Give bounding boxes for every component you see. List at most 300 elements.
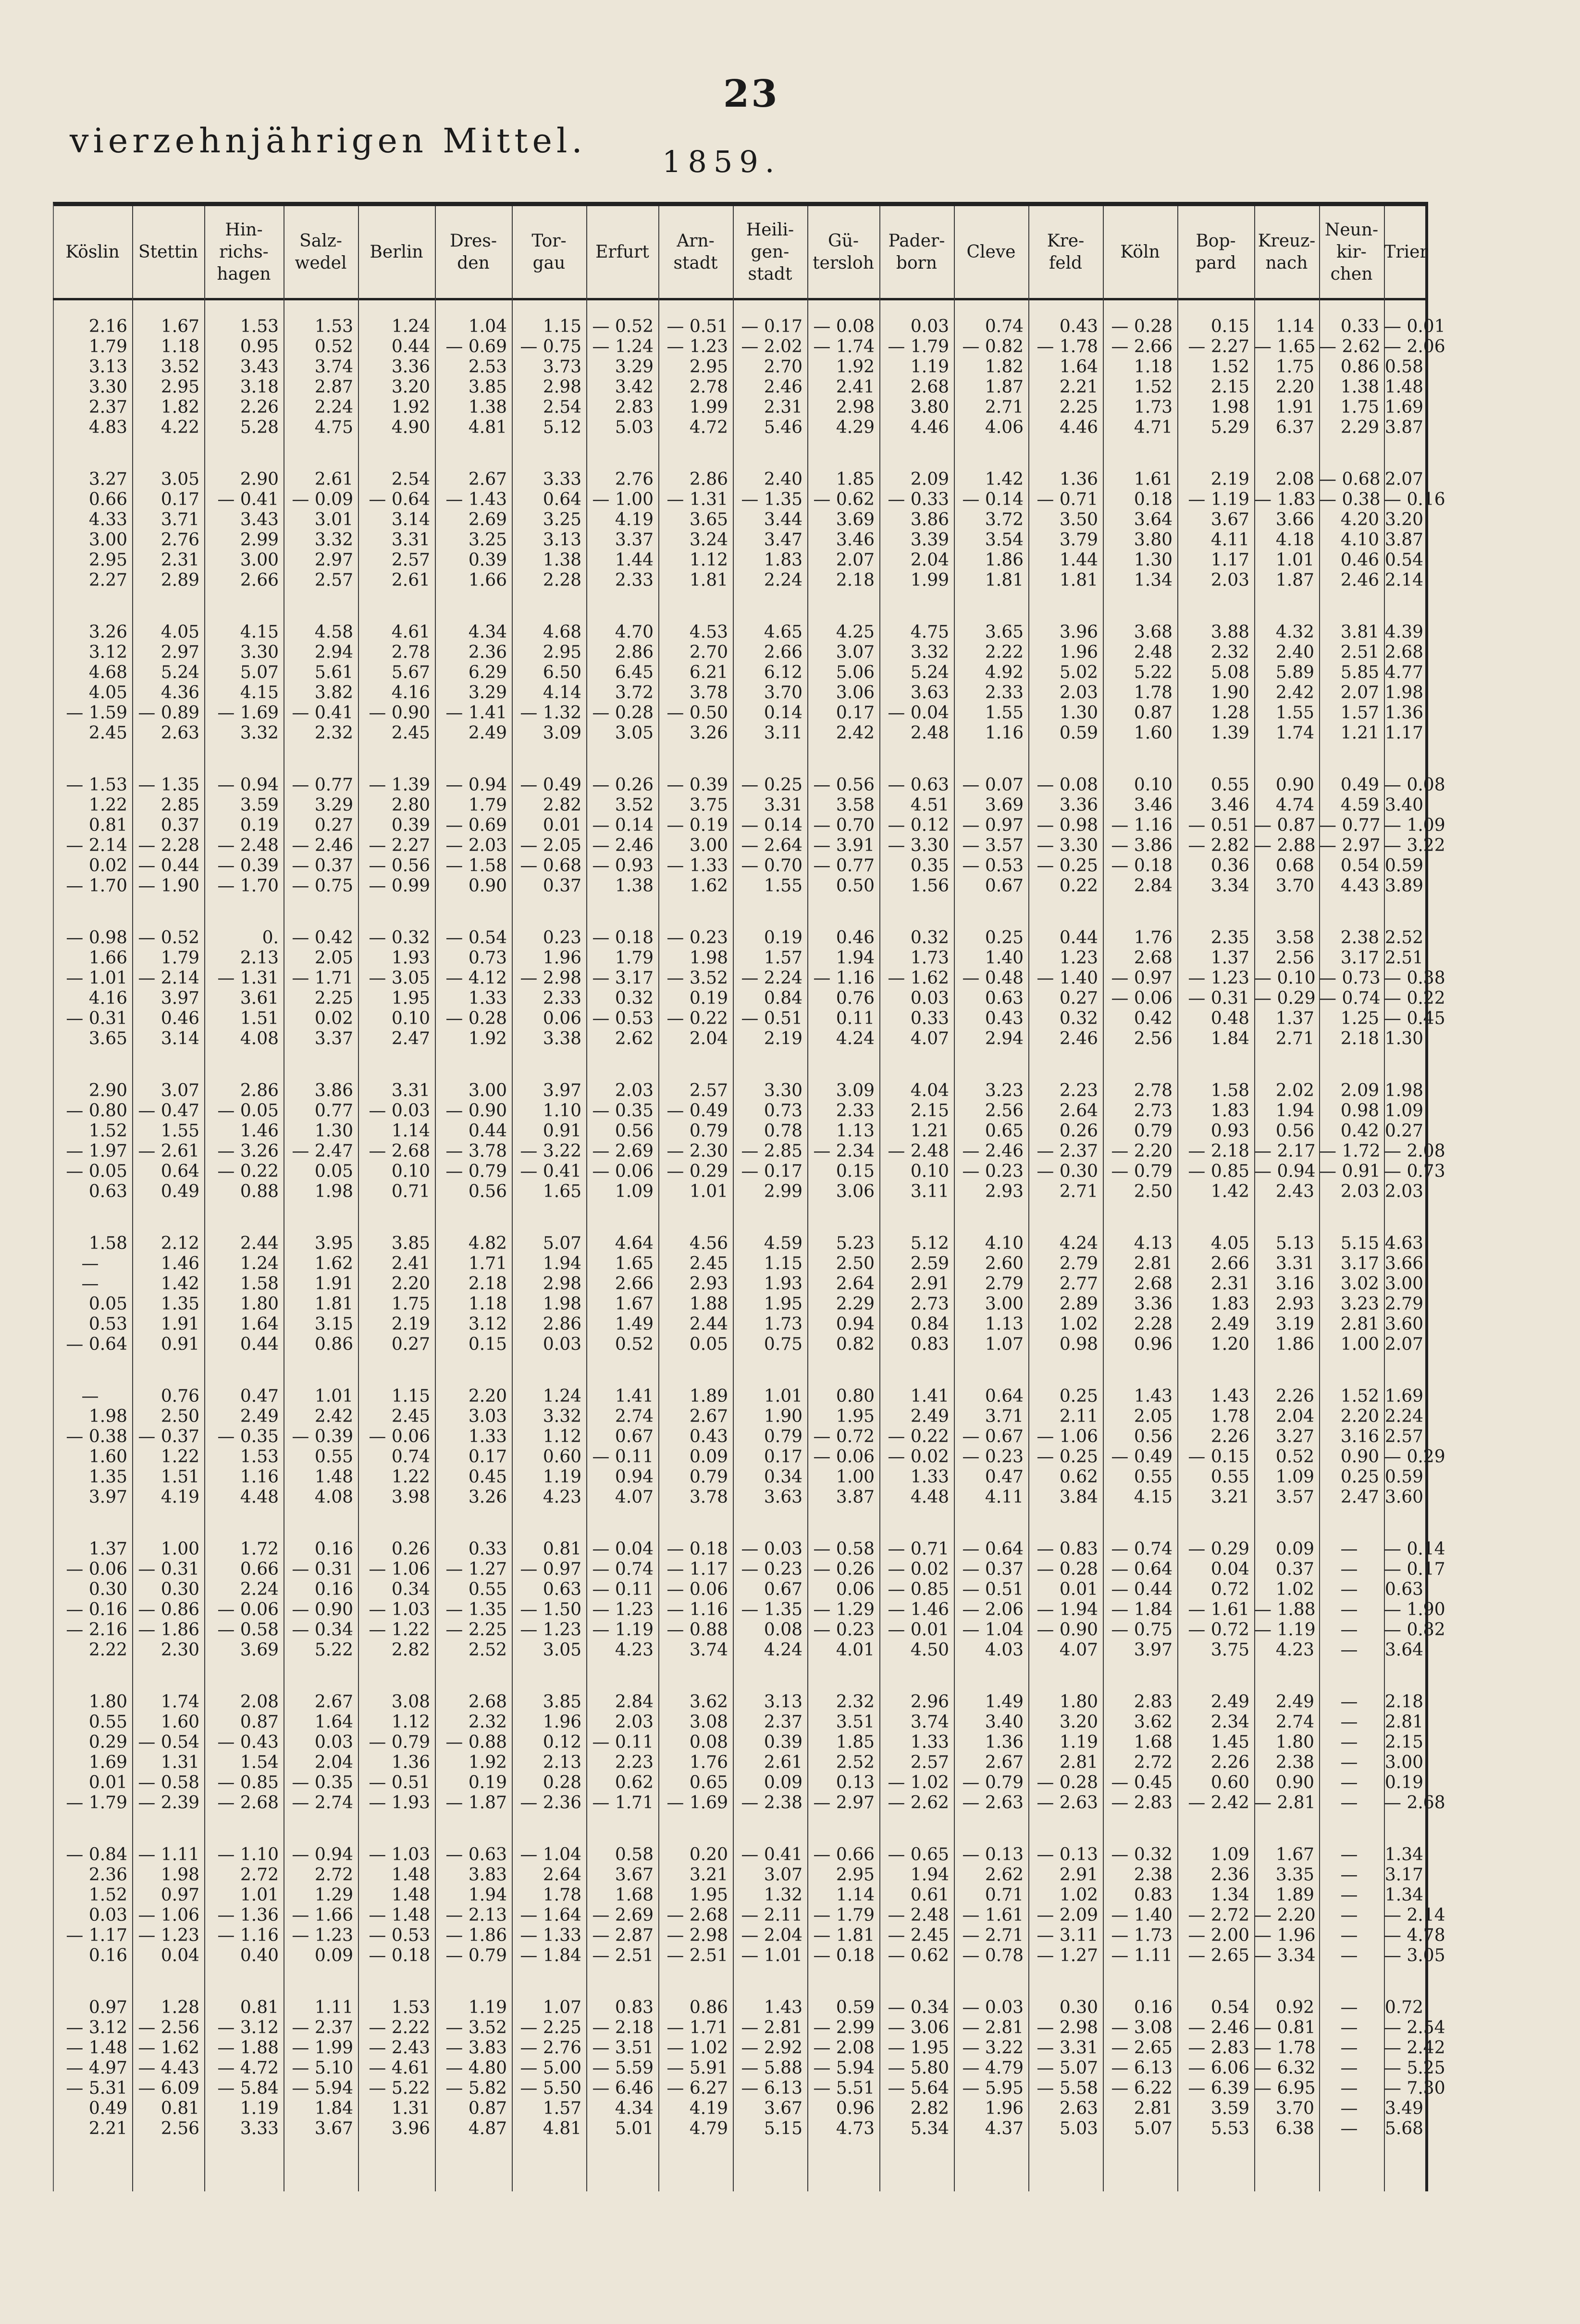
table-cell: 2.09 xyxy=(910,470,949,489)
table-cell: 1.19 xyxy=(240,2099,279,2118)
table-cell: 0.55 xyxy=(468,1580,507,1599)
table-cell: 3.74 xyxy=(689,1640,728,1660)
table-cell: 1.93 xyxy=(391,948,430,968)
table-cell: 5.24 xyxy=(910,663,949,682)
table-cell: — 3.57 xyxy=(962,836,1024,855)
table-cell: 2.67 xyxy=(985,1753,1024,1772)
table-cell: 0.32 xyxy=(910,928,949,948)
table-cell: 2.97 xyxy=(160,643,199,662)
table-cell: 1.65 xyxy=(615,1254,654,1273)
table-cell: 1.91 xyxy=(314,1274,353,1294)
table-cell: — xyxy=(1340,2119,1358,2139)
table-cell: 0.16 xyxy=(1134,1998,1173,2017)
table-cell: 3.75 xyxy=(1210,1640,1249,1660)
table-cell: 3.16 xyxy=(1275,1274,1314,1294)
table-cell: 1.30 xyxy=(1059,703,1098,723)
table-cell: 0.26 xyxy=(391,1539,430,1559)
table-cell: 5.85 xyxy=(1340,663,1379,682)
table-cell: 3.32 xyxy=(543,1407,581,1426)
table-cell: 5.29 xyxy=(1210,418,1249,437)
table-cell: 3.03 xyxy=(468,1407,507,1426)
table-cell: 2.13 xyxy=(240,948,279,968)
table-cell: 2.81 xyxy=(1134,1254,1173,1273)
table-cell: 1.22 xyxy=(160,1447,199,1467)
table-cell: 4.72 xyxy=(689,418,728,437)
table-cell: 3.65 xyxy=(689,510,728,530)
table-cell: — 1.11 xyxy=(1111,1946,1173,1966)
table-cell: 0.50 xyxy=(836,876,875,896)
table-cell: — 2.83 xyxy=(1188,2038,1249,2058)
table-cell: — 0.05 xyxy=(66,1162,127,1181)
table-cell: — 3.91 xyxy=(813,836,875,855)
table-cell: 2.11 xyxy=(1059,1407,1098,1426)
table-cell: 0.34 xyxy=(391,1580,430,1599)
table-cell: 1.36 xyxy=(1059,470,1098,489)
table-cell: 0.64 xyxy=(543,490,581,509)
table-cell: — 0.86 xyxy=(138,1600,199,1619)
table-cell: 2.03 xyxy=(1210,570,1249,590)
table-cell: — 3.12 xyxy=(217,2018,279,2038)
table-cell: 1.96 xyxy=(543,1712,581,1732)
table-cell: — xyxy=(1340,1539,1358,1559)
table-cell: — 0.62 xyxy=(888,1946,949,1966)
table-cell: 2.21 xyxy=(88,2119,127,2139)
table-cell: — 1.39 xyxy=(369,775,430,795)
table-cell: — 0.88 xyxy=(667,1620,728,1640)
table-cell: 3.13 xyxy=(543,530,581,550)
table-cell: 3.64 xyxy=(1134,510,1173,530)
table-cell: — xyxy=(1340,1926,1358,1945)
table-cell: — 1.53 xyxy=(66,775,127,795)
table-cell: 3.00 xyxy=(88,530,127,550)
table-cell: 0.03 xyxy=(543,1335,581,1354)
table-cell: 4.34 xyxy=(615,2099,654,2118)
table-cell: 0.72 xyxy=(1384,1998,1423,2017)
table-cell: 0.49 xyxy=(88,2099,127,2118)
table-cell: 4.90 xyxy=(391,418,430,437)
table-cell: 4.11 xyxy=(985,1487,1024,1507)
table-cell: 3.81 xyxy=(1340,622,1379,642)
table-cell: — 2.24 xyxy=(741,968,802,988)
table-cell: 2.14 xyxy=(1384,570,1423,590)
table-cell: — 0.19 xyxy=(667,816,728,835)
column-header: Stettin xyxy=(138,242,198,262)
table-cell: — 0.37 xyxy=(962,1559,1024,1579)
table-cell: 1.36 xyxy=(1384,703,1423,723)
table-cell: — 1.40 xyxy=(1111,1905,1173,1925)
table-cell: — 1.19 xyxy=(1188,490,1249,509)
table-cell: 1.85 xyxy=(836,470,875,489)
table-cell: 3.95 xyxy=(314,1234,353,1253)
table-cell: 3.00 xyxy=(240,550,279,570)
table-cell: 0.88 xyxy=(240,1182,279,1201)
table-cell: 2.73 xyxy=(910,1294,949,1314)
table-cell: 2.32 xyxy=(468,1712,507,1732)
table-cell: — 4.80 xyxy=(445,2058,507,2078)
table-cell: 3.20 xyxy=(1384,510,1423,530)
table-cell: — 0.14 xyxy=(962,490,1024,509)
table-cell: — 0.08 xyxy=(813,317,875,336)
table-cell: — 1.48 xyxy=(369,1905,430,1925)
table-cell: 1.92 xyxy=(836,357,875,377)
table-cell: — 0.87 xyxy=(1254,816,1316,835)
table-cell: 0.64 xyxy=(160,1162,199,1181)
table-cell: 0.04 xyxy=(160,1946,199,1966)
table-cell: — 0.31 xyxy=(1188,989,1249,1008)
table-cell: 0.55 xyxy=(1210,775,1249,795)
table-cell: — 2.62 xyxy=(888,1793,949,1813)
table-cell: — 0.02 xyxy=(888,1559,949,1579)
table-cell: — 0.53 xyxy=(369,1926,430,1945)
table-cell: 3.30 xyxy=(240,643,279,662)
table-cell: — 2.72 xyxy=(1188,1905,1249,1925)
table-cell: — 1.86 xyxy=(138,1620,199,1640)
table-cell: 2.08 xyxy=(1275,470,1314,489)
table-cell: — 0.69 xyxy=(445,816,507,835)
table-cell: 3.52 xyxy=(160,357,199,377)
table-cell: 1.07 xyxy=(543,1998,581,2017)
table-cell: 1.49 xyxy=(985,1692,1024,1712)
table-cell: — 1.88 xyxy=(217,2038,279,2058)
table-cell: 0.74 xyxy=(985,317,1024,336)
column-header: Cleve xyxy=(966,242,1016,262)
table-cell: 0.62 xyxy=(1059,1467,1098,1487)
table-cell: 1.29 xyxy=(314,1885,353,1905)
table-cell: 0.09 xyxy=(764,1773,802,1792)
table-cell: — 1.16 xyxy=(813,968,875,988)
table-cell: — 0.79 xyxy=(1111,1162,1173,1181)
table-cell: — 2.02 xyxy=(741,337,802,357)
table-cell: — 0.11 xyxy=(592,1447,654,1467)
table-cell: — 2.48 xyxy=(888,1141,949,1161)
table-cell: 1.83 xyxy=(764,550,802,570)
table-cell: — 1.79 xyxy=(66,1793,127,1813)
table-cell: — 0.06 xyxy=(667,1580,728,1599)
table-cell: 0.84 xyxy=(764,989,802,1008)
table-cell: 3.35 xyxy=(1275,1865,1314,1885)
table-cell: 0.35 xyxy=(910,856,949,876)
table-cell: — 0.16 xyxy=(66,1600,127,1619)
table-cell: 1.10 xyxy=(543,1101,581,1121)
table-cell: — 7.30 xyxy=(1384,2078,1445,2098)
table-cell: 0.08 xyxy=(764,1620,802,1640)
table-cell: 4.07 xyxy=(1059,1640,1098,1660)
table-cell: 1.14 xyxy=(391,1121,430,1141)
table-cell: 1.40 xyxy=(985,948,1024,968)
table-cell: 4.07 xyxy=(910,1029,949,1049)
table-cell: 3.66 xyxy=(1384,1254,1423,1273)
table-cell: 1.88 xyxy=(689,1294,728,1314)
table-cell: — 0.47 xyxy=(138,1101,199,1121)
table-cell: 1.01 xyxy=(1275,550,1314,570)
table-cell: 1.09 xyxy=(1275,1467,1314,1487)
table-cell: 0.25 xyxy=(985,928,1024,948)
table-cell: 5.07 xyxy=(543,1234,581,1253)
table-cell: 2.76 xyxy=(160,530,199,550)
table-cell: — 0.06 xyxy=(1111,989,1173,1008)
table-cell: 3.21 xyxy=(1210,1487,1249,1507)
table-cell: 1.38 xyxy=(543,550,581,570)
table-cell: 0.16 xyxy=(314,1580,353,1599)
table-cell: 1.24 xyxy=(391,317,430,336)
table-cell: — 1.62 xyxy=(888,968,949,988)
table-cell: 4.71 xyxy=(1134,418,1173,437)
table-cell: 2.04 xyxy=(1275,1407,1314,1426)
column-header: Berlin xyxy=(370,242,423,262)
table-cell: 1.16 xyxy=(985,723,1024,743)
table-cell: — 0.34 xyxy=(292,1620,353,1640)
table-cell: — xyxy=(1340,1905,1358,1925)
table-cell: — 2.46 xyxy=(292,836,353,855)
table-cell: 2.50 xyxy=(836,1254,875,1273)
table-cell: — 0.08 xyxy=(1384,775,1445,795)
table-cell: — 0.23 xyxy=(962,1162,1024,1181)
table-cell: 0.98 xyxy=(1340,1101,1379,1121)
table-cell: — 5.91 xyxy=(667,2058,728,2078)
table-cell: 2.42 xyxy=(1275,683,1314,703)
table-cell: 1.90 xyxy=(1210,683,1249,703)
table-cell: 1.78 xyxy=(543,1885,581,1905)
table-cell: 2.95 xyxy=(88,550,127,570)
table-cell: 4.23 xyxy=(615,1640,654,1660)
table-cell: 4.75 xyxy=(314,418,353,437)
table-cell: 3.30 xyxy=(764,1081,802,1100)
table-cell: 2.19 xyxy=(764,1029,802,1049)
table-cell: 2.16 xyxy=(88,317,127,336)
table-cell: 1.64 xyxy=(1059,357,1098,377)
table-cell: — 1.16 xyxy=(217,1926,279,1945)
table-cell: 2.20 xyxy=(391,1274,430,1294)
table-cell: 3.80 xyxy=(1134,530,1173,550)
table-cell: 1.64 xyxy=(314,1712,353,1732)
table-cell: — 0.71 xyxy=(888,1539,949,1559)
table-cell: — 0.97 xyxy=(1111,968,1173,988)
table-cell: 2.30 xyxy=(160,1640,199,1660)
table-cell: 1.15 xyxy=(543,317,581,336)
table-cell: 1.48 xyxy=(391,1885,430,1905)
table-cell: 0.67 xyxy=(764,1580,802,1599)
table-cell: 1.09 xyxy=(1210,1845,1249,1865)
table-cell: — 0.85 xyxy=(888,1580,949,1599)
table-cell: 1.09 xyxy=(615,1182,654,1201)
table-cell: 1.23 xyxy=(1059,948,1098,968)
table-cell: 2.82 xyxy=(910,2099,949,2118)
table-cell: 0.76 xyxy=(160,1386,199,1406)
table-cell: 2.48 xyxy=(1134,643,1173,662)
table-cell: 3.96 xyxy=(391,2119,430,2139)
table-cell: 2.79 xyxy=(1059,1254,1098,1273)
table-cell: 0.06 xyxy=(543,1009,581,1028)
table-cell: — 2.27 xyxy=(369,836,430,855)
table-cell: 0.79 xyxy=(689,1121,728,1141)
table-cell: 0.10 xyxy=(391,1162,430,1181)
table-cell: 0.94 xyxy=(615,1467,654,1487)
table-cell: 3.71 xyxy=(160,510,199,530)
table-cell: 5.02 xyxy=(1059,663,1098,682)
table-cell: — 1.46 xyxy=(888,1600,949,1619)
table-cell: 5.28 xyxy=(240,418,279,437)
table-cell: 2.68 xyxy=(1134,1274,1173,1294)
table-cell: 1.14 xyxy=(836,1885,875,1905)
table-cell: — 0.38 xyxy=(1384,968,1445,988)
table-cell: 2.19 xyxy=(391,1314,430,1334)
table-cell: 1.32 xyxy=(764,1885,802,1905)
table-cell: 3.17 xyxy=(1340,948,1379,968)
table-cell: 3.25 xyxy=(543,510,581,530)
table-cell: 1.18 xyxy=(1134,357,1173,377)
table-cell: 4.36 xyxy=(160,683,199,703)
table-cell: 3.11 xyxy=(764,723,802,743)
table-cell: 2.49 xyxy=(240,1407,279,1426)
table-cell: — 5.95 xyxy=(962,2078,1024,2098)
table-cell: 2.33 xyxy=(543,989,581,1008)
table-cell: — 1.23 xyxy=(520,1620,581,1640)
table-cell: 0.67 xyxy=(985,876,1024,896)
table-cell: 2.76 xyxy=(615,470,654,489)
table-cell: — 2.04 xyxy=(741,1926,802,1945)
table-cell: 1.12 xyxy=(689,550,728,570)
table-cell: 0.58 xyxy=(615,1845,654,1865)
table-cell: 6.37 xyxy=(1275,418,1314,437)
table-cell: — 0.18 xyxy=(592,928,654,948)
table-cell: — 3.12 xyxy=(66,2018,127,2038)
table-cell: — 2.37 xyxy=(292,2018,353,2038)
table-cell: — 0.72 xyxy=(1188,1620,1249,1640)
table-cell: 3.75 xyxy=(689,795,728,815)
table-cell: 2.26 xyxy=(1210,1753,1249,1772)
table-cell: 3.31 xyxy=(391,1081,430,1100)
table-cell: — 3.78 xyxy=(445,1141,507,1161)
table-cell: 1.81 xyxy=(314,1294,353,1314)
table-cell: 1.98 xyxy=(543,1294,581,1314)
table-cell: 1.60 xyxy=(1134,723,1173,743)
table-cell: — 1.84 xyxy=(520,1946,581,1966)
table-cell: — 0.12 xyxy=(888,816,949,835)
table-cell: — 0.39 xyxy=(292,1427,353,1446)
table-cell: 3.87 xyxy=(836,1487,875,1507)
table-cell: 0.61 xyxy=(910,1885,949,1905)
table-cell: — 6.27 xyxy=(667,2078,728,2098)
table-cell: — xyxy=(81,1274,99,1294)
table-cell: 4.14 xyxy=(543,683,581,703)
table-cell: 2.37 xyxy=(88,397,127,417)
table-cell: — xyxy=(1340,1793,1358,1813)
table-cell: 0.76 xyxy=(836,989,875,1008)
table-cell: 0.16 xyxy=(88,1946,127,1966)
table-cell: 3.02 xyxy=(1340,1274,1379,1294)
table-cell: — 0.25 xyxy=(741,775,802,795)
table-cell: 2.08 xyxy=(240,1692,279,1712)
table-cell: 2.99 xyxy=(240,530,279,550)
table-cell: 2.67 xyxy=(314,1692,353,1712)
table-cell: 1.34 xyxy=(1134,570,1173,590)
table-cell: 2.49 xyxy=(1210,1314,1249,1334)
table-cell: 1.69 xyxy=(88,1753,127,1772)
table-cell: — 3.52 xyxy=(445,2018,507,2038)
table-cell: 3.00 xyxy=(468,1081,507,1100)
table-cell: 2.79 xyxy=(985,1274,1024,1294)
table-cell: 3.31 xyxy=(1275,1254,1314,1273)
table-cell: 1.38 xyxy=(468,397,507,417)
table-cell: 1.31 xyxy=(160,1753,199,1772)
table-cell: 2.89 xyxy=(160,570,199,590)
table-cell: — 0.03 xyxy=(962,1998,1024,2017)
table-cell: — 0.23 xyxy=(962,1447,1024,1467)
table-cell: 4.87 xyxy=(468,2119,507,2139)
table-cell: 0.01 xyxy=(1059,1580,1098,1599)
table-cell: — 6.13 xyxy=(741,2078,802,2098)
table-cell: — xyxy=(1340,1773,1358,1792)
table-cell: 2.33 xyxy=(836,1101,875,1121)
table-cell: 2.45 xyxy=(689,1254,728,1273)
table-cell: 2.24 xyxy=(764,570,802,590)
table-cell: 3.43 xyxy=(240,357,279,377)
table-cell: 0.59 xyxy=(836,1998,875,2017)
table-cell: 4.15 xyxy=(240,622,279,642)
table-cell: 1.30 xyxy=(1384,1029,1423,1049)
table-cell: 1.46 xyxy=(160,1254,199,1273)
table-cell: 2.35 xyxy=(1210,928,1249,948)
table-cell: 0.96 xyxy=(836,2099,875,2118)
table-cell: 3.29 xyxy=(314,795,353,815)
table-cell: 2.81 xyxy=(1134,2099,1173,2118)
table-cell: 3.67 xyxy=(615,1865,654,1885)
table-cell: 2.60 xyxy=(985,1254,1024,1273)
table-cell: — 0.35 xyxy=(217,1427,279,1446)
table-cell: — 1.61 xyxy=(962,1905,1024,1925)
table-cell: 0.28 xyxy=(543,1773,581,1792)
table-cell: 3.38 xyxy=(543,1029,581,1049)
table-cell: 0.63 xyxy=(88,1182,127,1201)
table-cell: 0.14 xyxy=(764,703,802,723)
table-cell: — 0.90 xyxy=(445,1101,507,1121)
table-cell: 3.09 xyxy=(543,723,581,743)
table-cell: 1.37 xyxy=(88,1539,127,1559)
table-cell: — 1.71 xyxy=(667,2018,728,2038)
table-cell: 1.19 xyxy=(1059,1732,1098,1752)
table-cell: 1.52 xyxy=(1134,377,1173,397)
table-cell: 3.69 xyxy=(240,1640,279,1660)
table-cell: 2.49 xyxy=(910,1407,949,1426)
table-cell: 5.46 xyxy=(764,418,802,437)
table-cell: — 5.64 xyxy=(888,2078,949,2098)
table-cell: 2.50 xyxy=(1134,1182,1173,1201)
table-cell: 3.67 xyxy=(1210,510,1249,530)
table-cell: 2.66 xyxy=(240,570,279,590)
table-cell: 1.41 xyxy=(910,1386,949,1406)
table-cell: — 1.35 xyxy=(741,1600,802,1619)
table-cell: 0.84 xyxy=(910,1314,949,1334)
table-cell: — 3.52 xyxy=(667,968,728,988)
table-cell: — 2.14 xyxy=(66,836,127,855)
table-cell: 0.33 xyxy=(1340,317,1379,336)
table-cell: 2.80 xyxy=(391,795,430,815)
table-cell: 3.20 xyxy=(1059,1712,1098,1732)
table-cell: 1.22 xyxy=(88,795,127,815)
table-cell: 2.71 xyxy=(985,397,1024,417)
table-cell: 2.77 xyxy=(1059,1274,1098,1294)
table-cell: — 1.65 xyxy=(1254,337,1316,357)
table-cell: 3.08 xyxy=(391,1692,430,1712)
table-cell: 0.90 xyxy=(1275,1773,1314,1792)
table-cell: 4.65 xyxy=(764,622,802,642)
table-cell: — 1.24 xyxy=(592,337,654,357)
table-cell: — 0.69 xyxy=(445,337,507,357)
table-cell: — 0.17 xyxy=(1384,1559,1445,1579)
table-cell: 2.07 xyxy=(1384,470,1423,489)
table-cell: 3.70 xyxy=(1275,2099,1314,2118)
table-cell: — 2.48 xyxy=(217,836,279,855)
